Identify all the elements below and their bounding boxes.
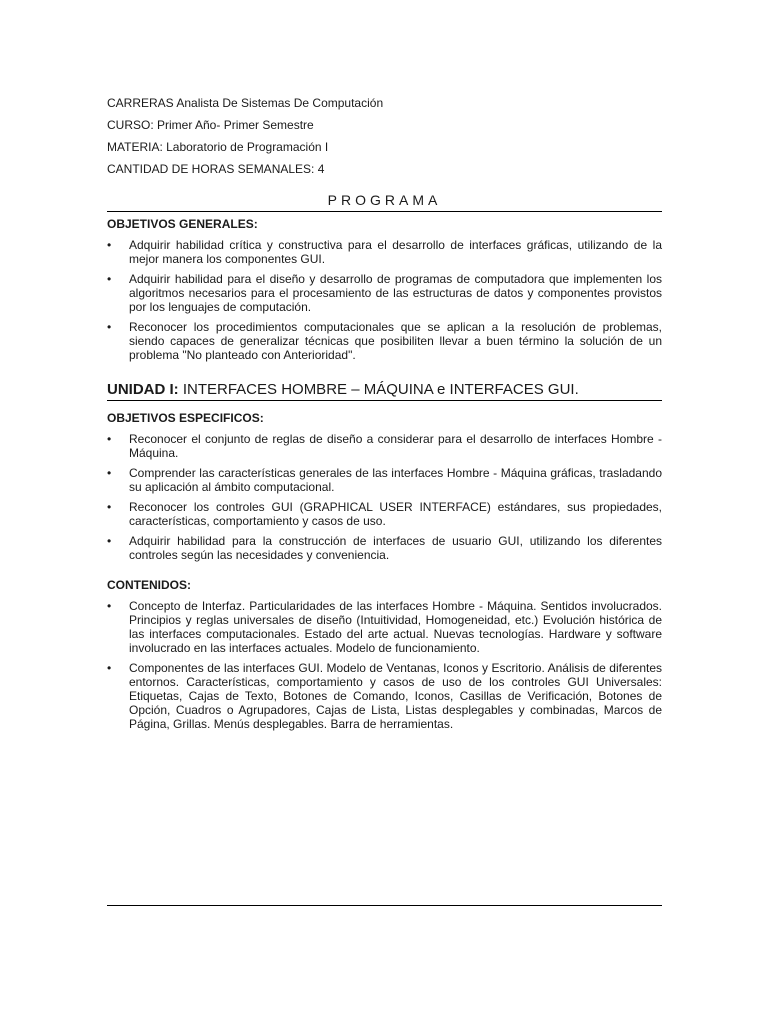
objetivos-generales-heading: OBJETIVOS GENERALES: (107, 217, 258, 231)
list-item-text: Reconocer los procedimientos computacionales que se aplican a la resolución de problemas, siendo capaces de generalizar técnicas que posibiliten llevar a buen término la solución de un problema "No planteado con Anterioridad". (129, 320, 662, 362)
list-item-text: Adquirir habilidad crítica y constructiva para el desarrollo de interfaces gráficas, utilizando de la mejor manera los componentes GUI. (129, 238, 662, 266)
list-item-text: Reconocer el conjunto de reglas de diseño a considerar para el desarrollo de interfaces Hombre - Máquina. (129, 432, 662, 460)
bullet-icon: • (107, 661, 112, 675)
list-item (107, 599, 662, 655)
list-item (107, 500, 662, 528)
bullet-icon: • (107, 432, 112, 446)
bullet-icon: • (107, 599, 112, 613)
objetivos-generales-list (107, 238, 662, 362)
bullet-icon: • (107, 534, 112, 548)
list-item-text: Componentes de las interfaces GUI. Modelo de Ventanas, Iconos y Escritorio. Análisis de diferentes entornos. Características, comportamiento y casos de uso de los controles GUI Universales: Etiquetas, Cajas de Texto, Botones de Comando, Iconos, Casillas de Verificación, Botones de Opción, Cuadros o Agrupadores, Cajas de Lista, Listas desplegables y combinadas, Marcos de Página, Grillas. Menús desplegables. Barra de herramientas. (129, 661, 662, 731)
list-item (107, 320, 662, 362)
bullet-icon: • (107, 320, 112, 334)
horas-line: CANTIDAD DE HORAS SEMANALES: 4 (107, 162, 325, 176)
bullet-icon: • (107, 500, 112, 514)
program-title: PROGRAMA (107, 192, 662, 212)
objetivos-especificos-list (107, 432, 662, 562)
list-item (107, 432, 662, 460)
list-item (107, 238, 662, 266)
list-item-text: Adquirir habilidad para el diseño y desarrollo de programas de computadora que implementen los algoritmos necesarios para el procesamiento de las estructuras de datos y componentes provistos por los lenguajes de computación. (129, 272, 662, 314)
contenidos-list (107, 599, 662, 731)
list-item (107, 661, 662, 731)
unit-label: UNIDAD I: (107, 381, 179, 398)
list-item (107, 466, 662, 494)
list-item (107, 272, 662, 314)
bottom-rule (107, 905, 662, 906)
list-item-text: Comprender las características generales de las interfaces Hombre - Máquina gráficas, trasladando su aplicación al ámbito computacional. (129, 466, 662, 494)
bullet-icon: • (107, 272, 112, 286)
document-page (107, 96, 662, 737)
bullet-icon: • (107, 238, 112, 252)
bullet-icon: • (107, 466, 112, 480)
list-item-text: Adquirir habilidad para la construcción de interfaces de usuario GUI, utilizando los diferentes controles según las necesidades y conveniencia. (129, 534, 662, 562)
list-item (107, 534, 662, 562)
materia-line: MATERIA: Laboratorio de Programación I (107, 140, 329, 154)
contenidos-heading: CONTENIDOS: (107, 578, 191, 592)
unit-title (107, 380, 662, 401)
list-item-text: Concepto de Interfaz. Particularidades de las interfaces Hombre - Máquina. Sentidos involucrados. Principios y reglas universales de diseño (Intuitividad, Homogeneidad, etc.) Evolución histórica de las interfaces computacionales. Estado del arte actual. Nuevas tecnologías. Hardware y software involucrado en las interfaces actuales. Modelo de funcionamiento. (129, 599, 662, 655)
carreras-line: CARRERAS Analista De Sistemas De Computación (107, 96, 384, 110)
objetivos-especificos-heading: OBJETIVOS ESPECIFICOS: (107, 411, 264, 425)
curso-line: CURSO: Primer Año- Primer Semestre (107, 118, 314, 132)
unit-name: INTERFACES HOMBRE – MÁQUINA e INTERFACES GUI. (178, 381, 579, 398)
list-item-text: Reconocer los controles GUI (GRAPHICAL USER INTERFACE) estándares, sus propiedades, características, comportamiento y casos de uso. (129, 500, 662, 528)
